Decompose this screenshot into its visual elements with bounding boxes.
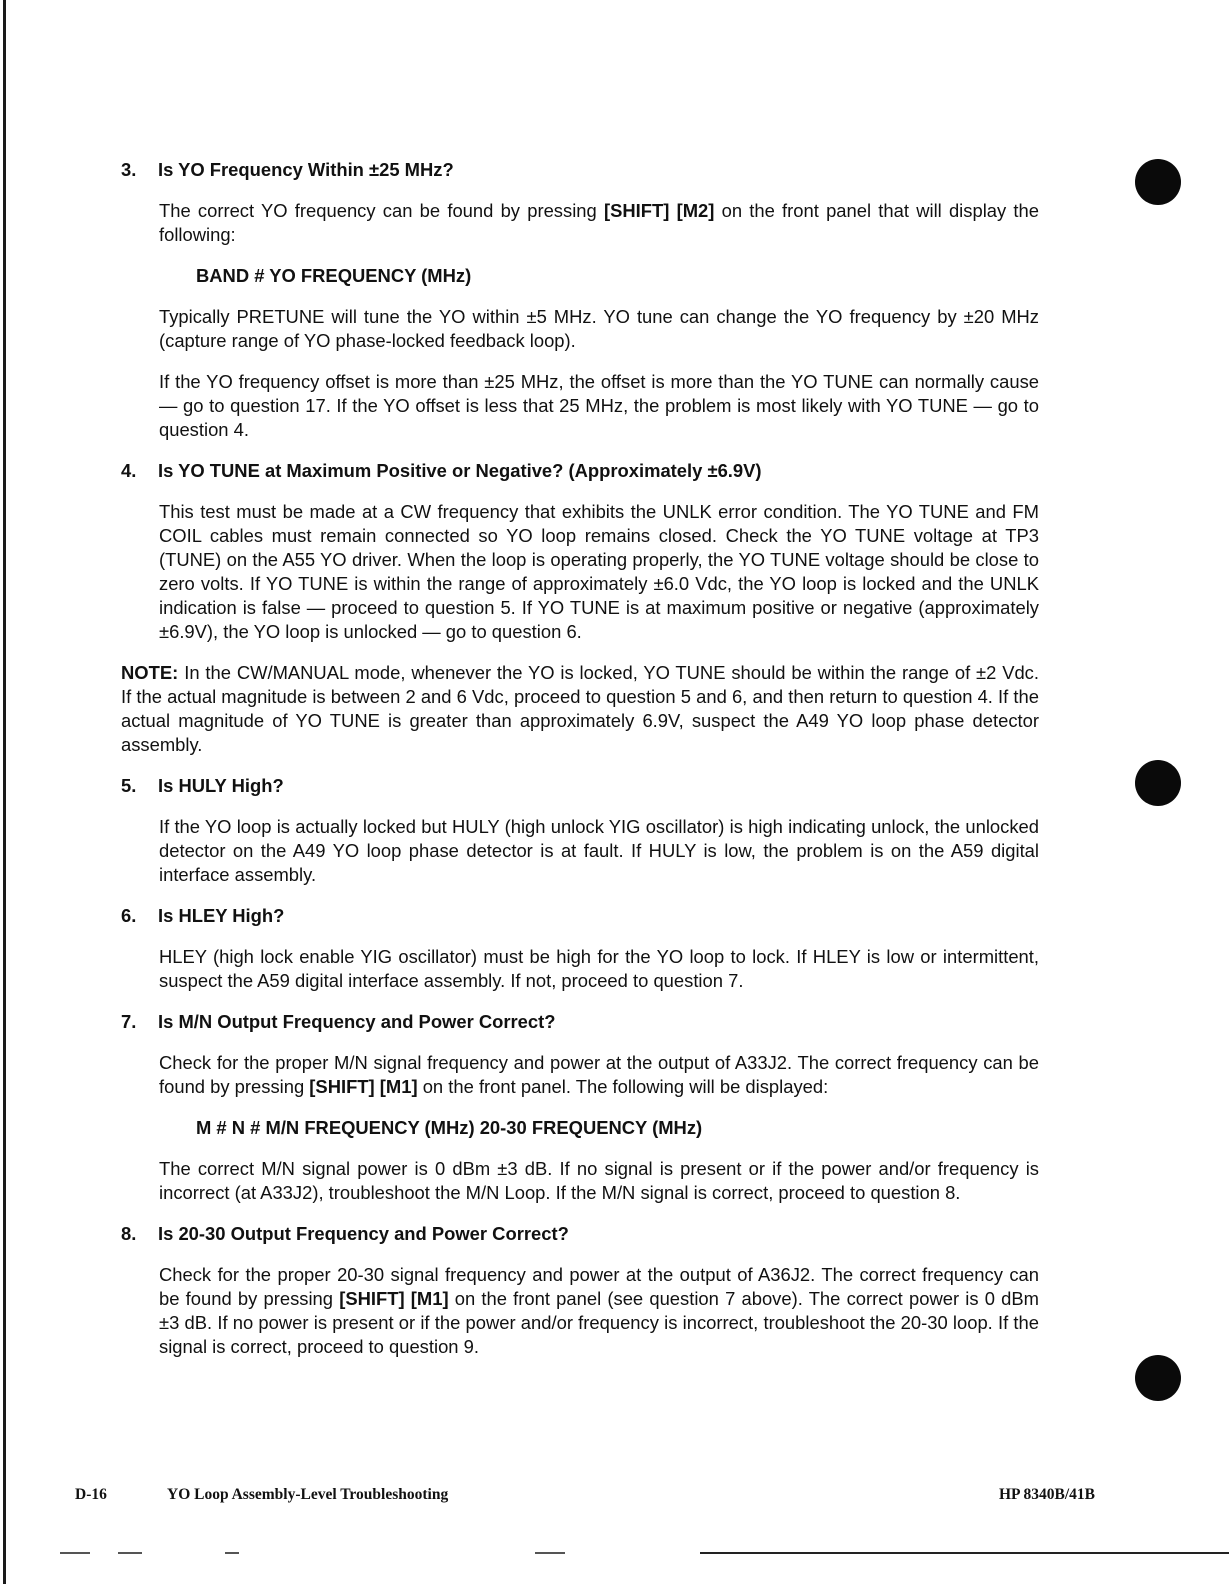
question-7-heading bbox=[121, 1010, 1039, 1034]
question-5-heading bbox=[121, 774, 1039, 798]
question-3-paragraph-2: Typically PRETUNE will tune the YO within ±5 MHz. YO tune can change the YO frequency by ±20 MHz (capture range of YO phase-locked feedback loop). bbox=[159, 306, 1039, 351]
scan-artifact bbox=[225, 1552, 239, 1554]
display-readout-mn: M # N # M/N FREQUENCY (MHz) 20-30 FREQUENCY (MHz) bbox=[196, 1117, 703, 1138]
question-6-paragraph-1: HLEY (high lock enable YIG oscillator) must be high for the YO loop to lock. If HLEY is low or intermittent, suspect the A59 digital interface assembly. If not, proceed to question 7. bbox=[159, 946, 1039, 991]
text-run: on the front panel that will display the following: bbox=[159, 200, 1039, 245]
key-m1: [M1] bbox=[410, 1288, 449, 1309]
question-title: Is YO Frequency Within ±25 MHz? bbox=[158, 159, 454, 180]
text-run: Check for the proper M/N signal frequency and power at the output of A33J2. The correct frequency can be found by pressing bbox=[159, 1052, 1039, 1097]
text-run: Check for the proper 20-30 signal frequency and power at the output of A36J2. The correct frequency can be found by pressing bbox=[159, 1264, 1039, 1309]
page-footer bbox=[75, 1486, 1095, 1510]
question-title: Is 20-30 Output Frequency and Power Correct? bbox=[158, 1223, 569, 1244]
question-7-paragraph-2: The correct M/N signal power is 0 dBm ±3 dB. If no signal is present or if the power and/or frequency is incorrect (at A33J2), troubleshoot the M/N Loop. If the M/N signal is correct, proceed to question 8. bbox=[159, 1158, 1039, 1203]
key-shift: [SHIFT] bbox=[339, 1288, 405, 1309]
binder-hole-middle bbox=[1135, 760, 1181, 806]
scan-artifact bbox=[535, 1552, 565, 1554]
question-title: Is HULY High? bbox=[158, 775, 284, 796]
question-number: 4. bbox=[121, 460, 137, 481]
question-title: Is YO TUNE at Maximum Positive or Negative? (Approximately ±6.9V) bbox=[158, 460, 762, 481]
question-4-paragraph-1: This test must be made at a CW frequency that exhibits the UNLK error condition. The YO TUNE and FM COIL cables must remain connected so YO loop remains closed. Check the YO TUNE voltage at TP3 (TUNE) on the A55 YO driver. When the loop is operating properly, the YO TUNE voltage should be close to zero volts. If YO TUNE is within the range of approximately ±6.0 Vdc, the YO loop is locked and the UNLK indication is false — proceed to question 5. If YO TUNE is at maximum positive or negative (approximately ±6.9V), the YO loop is unlocked — go to question 6. bbox=[159, 501, 1039, 642]
question-number: 6. bbox=[121, 905, 137, 926]
note-label: NOTE: bbox=[121, 662, 179, 683]
question-7-paragraph-1 bbox=[159, 1051, 1039, 1099]
question-3-paragraph-1 bbox=[159, 199, 1039, 247]
question-6-heading bbox=[121, 904, 1039, 928]
page-body bbox=[121, 158, 1039, 1376]
question-4-heading bbox=[121, 459, 1039, 483]
text-run: on the front panel. The following will be displayed: bbox=[417, 1076, 829, 1097]
question-8-paragraph-1 bbox=[159, 1263, 1039, 1359]
key-shift: [SHIFT] bbox=[309, 1076, 375, 1097]
question-number: 8. bbox=[121, 1223, 137, 1244]
question-8-heading bbox=[121, 1222, 1039, 1246]
bottom-rule bbox=[700, 1552, 1229, 1554]
key-m1: [M1] bbox=[379, 1076, 418, 1097]
note-block bbox=[121, 661, 1039, 757]
scan-artifact bbox=[118, 1552, 142, 1554]
footer-model: HP 8340B/41B bbox=[998, 1486, 1095, 1503]
key-shift: [SHIFT] bbox=[603, 200, 670, 221]
binder-hole-top bbox=[1135, 159, 1181, 205]
left-margin-rule bbox=[3, 0, 6, 1584]
question-title: Is M/N Output Frequency and Power Correct? bbox=[158, 1011, 556, 1032]
question-3-paragraph-3: If the YO frequency offset is more than ±25 MHz, the offset is more than the YO TUNE can normally cause — go to question 17. If the YO offset is less that 25 MHz, the problem is most likely with YO TUNE — go to question 4. bbox=[159, 371, 1039, 440]
scan-artifact bbox=[60, 1552, 90, 1554]
page-number: D-16 bbox=[75, 1486, 107, 1503]
display-readout-band: BAND # YO FREQUENCY (MHz) bbox=[196, 265, 472, 286]
question-number: 5. bbox=[121, 775, 137, 796]
question-5-paragraph-1: If the YO loop is actually locked but HULY (high unlock YIG oscillator) is high indicating unlock, the unlocked detector on the A49 YO loop phase detector is at fault. If HULY is low, the problem is on the A59 digital interface assembly. bbox=[159, 816, 1039, 885]
text-run: The correct YO frequency can be found by pressing bbox=[159, 200, 604, 221]
question-number: 7. bbox=[121, 1011, 137, 1032]
question-3-heading bbox=[121, 158, 1039, 182]
question-number: 3. bbox=[121, 159, 137, 180]
question-title: Is HLEY High? bbox=[158, 905, 285, 926]
note-text: In the CW/MANUAL mode, whenever the YO is locked, YO TUNE should be within the range of ±2 Vdc. If the actual magnitude is between 2 and 6 Vdc, proceed to question 5 and 6, and then return to question 4. If the actual magnitude of YO TUNE is greater than approximately 6.9V, suspect the A49 YO loop phase detector assembly. bbox=[121, 662, 1039, 755]
binder-hole-bottom bbox=[1135, 1355, 1181, 1401]
text-run: on the front panel (see question 7 above). The correct power is 0 dBm ±3 dB. If no power is present or if the power and/or frequency is incorrect, troubleshoot the 20-30 loop. If the signal is correct, proceed to question 9. bbox=[159, 1288, 1039, 1357]
key-m2: [M2] bbox=[676, 200, 715, 221]
footer-section-title: YO Loop Assembly-Level Troubleshooting bbox=[167, 1486, 449, 1503]
